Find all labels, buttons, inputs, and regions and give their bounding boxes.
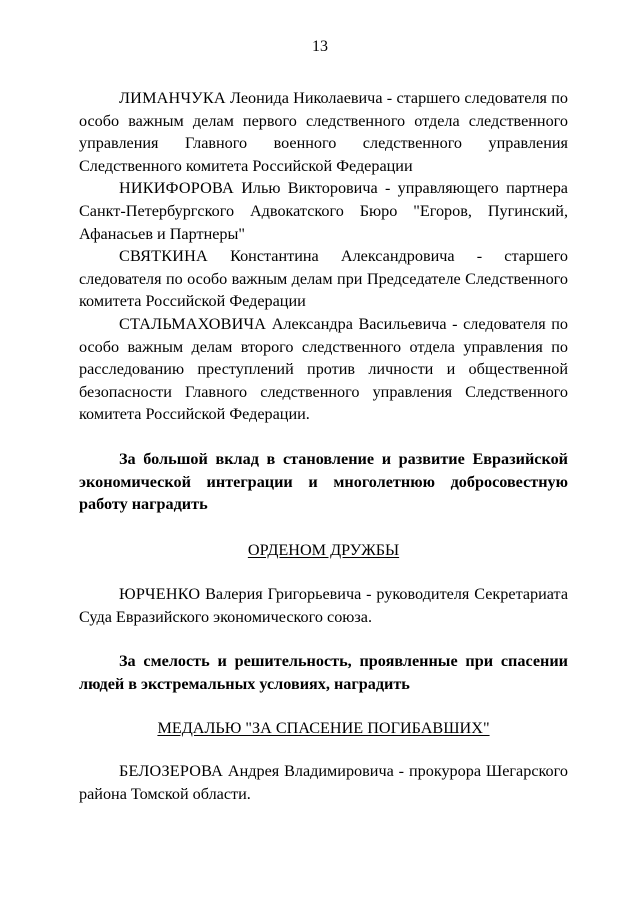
award-title-rescue-medal: МЕДАЛЬЮ "ЗА СПАСЕНИЕ ПОГИБАВШИХ" xyxy=(157,718,490,737)
recipient-surname: ЮРЧЕНКО xyxy=(119,585,201,604)
recipient-details: Илью Викторовича - управляющего партнера Санкт-Петербургского Адвокатского Бюро "Егоров, Пугинский, Афанасьев и Партнеры" xyxy=(79,179,568,243)
recipient-details: Андрея Владимировича - прокурора Шегарского района Томской области. xyxy=(79,762,568,803)
award-preamble-rescue: За смелость и решительность, проявленные при спасении людей в экстремальных условиях, наградить xyxy=(79,652,568,694)
award-entry-stalmakhovich xyxy=(79,313,568,426)
recipient-details: Леонида Николаевича - старшего следователя по особо важным делам первого следственного отдела следственного управления Главного военного следственного управления Следственного комитета Российской Федерации xyxy=(79,89,568,175)
page-number: 13 xyxy=(312,38,328,55)
recipient-details: Александра Васильевича - следователя по особо важным делам второго следственного отдела управления по расследованию преступлений против личности и общественной безопасности Главного следственного управления Следственного комитета Российской Федерации. xyxy=(79,314,568,424)
award-entry-limanchuk xyxy=(79,87,568,177)
award-title-order-of-friendship: ОРДЕНОМ ДРУЖБЫ xyxy=(247,540,400,559)
recipient-details: Валерия Григорьевича - руководителя Секретариата Суда Евразийского экономического союза. xyxy=(79,585,568,626)
recipient-surname: СТАЛЬМАХОВИЧА xyxy=(119,314,267,333)
award-entry-belozerov xyxy=(79,760,568,805)
recipient-surname: СВЯТКИНА xyxy=(119,247,208,266)
document-body xyxy=(79,87,568,805)
award-entry-yurchenko xyxy=(79,583,568,628)
award-entry-svyatkin xyxy=(79,245,568,313)
award-preamble-eurasian: За большой вклад в становление и развитие Евразийской экономической интеграции и многолетнюю добросовестную работу наградить xyxy=(79,449,568,514)
recipient-surname: БЕЛОЗЕРОВА xyxy=(119,762,223,781)
award-entry-nikiforov xyxy=(79,177,568,245)
recipient-surname: ЛИМАНЧУКА xyxy=(119,89,226,107)
recipient-surname: НИКИФОРОВА xyxy=(119,179,234,198)
recipient-details: Константина Александровича - старшего следователя по особо важным делам при Председателе Следственного комитета Российской Федерации xyxy=(79,247,568,311)
